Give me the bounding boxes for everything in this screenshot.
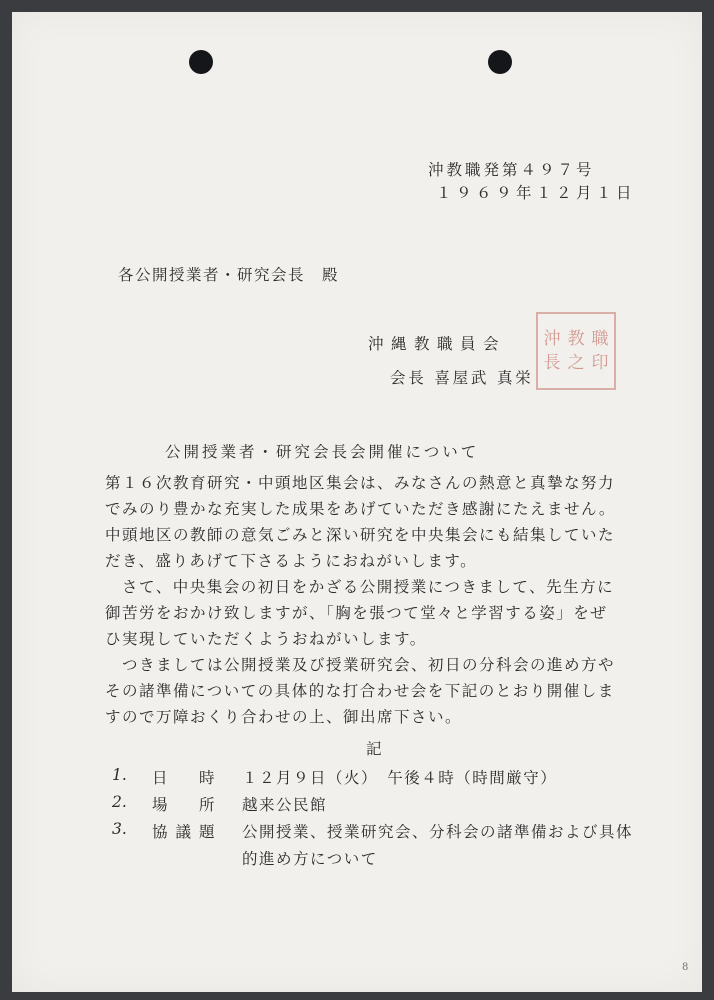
item-label: 日 時 [152, 769, 223, 787]
body-line: でみのり豊かな充実した成果をあげていただき感謝にたえません。 [105, 500, 616, 518]
item-value-continued: 的進め方について [242, 850, 378, 868]
body-line: さて、中央集会の初日をかざる公開授業につきまして、先生方に [105, 578, 615, 596]
item-value: １２月９日（火） 午後４時（時間厳守） [242, 769, 558, 787]
sender-organization: 沖縄教職員会 [368, 335, 507, 353]
body-line: その諸準備についての具体的な打合わせ会を下記のとおり開催しま [105, 682, 615, 700]
seal-char: 教 [567, 329, 585, 349]
seal-char: 職 [591, 329, 609, 349]
seal-char: 長 [543, 353, 561, 373]
seal-char: 之 [567, 353, 585, 373]
item-label: 協議題 [152, 823, 223, 841]
body-line: 中頭地区の教師の意気ごみと深い研究を中央集会にも結集していた [105, 526, 616, 544]
item-value: 越来公民館 [242, 796, 328, 814]
body-line: ひ実現していただくようおねがいします。 [105, 630, 427, 648]
seal-char: 沖 [543, 329, 561, 349]
body-text [105, 470, 665, 730]
item-number: 3. [112, 820, 127, 838]
body-line: すので万障おくり合わせの上、御出席下さい。 [105, 708, 463, 726]
body-line: つきましては公開授業及び授業研究会、初日の分科会の進め方や [105, 656, 616, 674]
document-number: 沖教職発第４９７号 [428, 161, 595, 179]
document-subject: 公開授業者・研究会長会開催について [165, 443, 480, 461]
ki-heading: 記 [366, 740, 382, 758]
punch-hole-left [189, 50, 213, 74]
document-date: １９６９年１２月１日 [436, 184, 637, 202]
punch-hole-right [488, 50, 512, 74]
sender-president: 会長 喜屋武 真栄 [390, 369, 534, 387]
body-line: 御苦労をおかけ致しますが、「胸を張つて堂々と学習する姿」をぜ [105, 604, 608, 622]
addressee: 各公開授業者・研究会長 殿 [118, 266, 340, 284]
page-mark: 8 [682, 962, 689, 973]
item-number: 1. [112, 766, 127, 784]
body-line: 第１６次教育研究・中頭地区集会は、みなさんの熱意と真摯な努力 [105, 474, 616, 492]
red-seal-stamp [536, 312, 616, 390]
item-label: 場 所 [152, 796, 223, 814]
item-value: 公開授業、授業研究会、分科会の諸準備および具体 [242, 823, 634, 841]
body-line: だき、盛りあげて下さるようにおねがいします。 [105, 552, 478, 570]
item-number: 2. [112, 793, 127, 811]
seal-char: 印 [591, 353, 609, 373]
